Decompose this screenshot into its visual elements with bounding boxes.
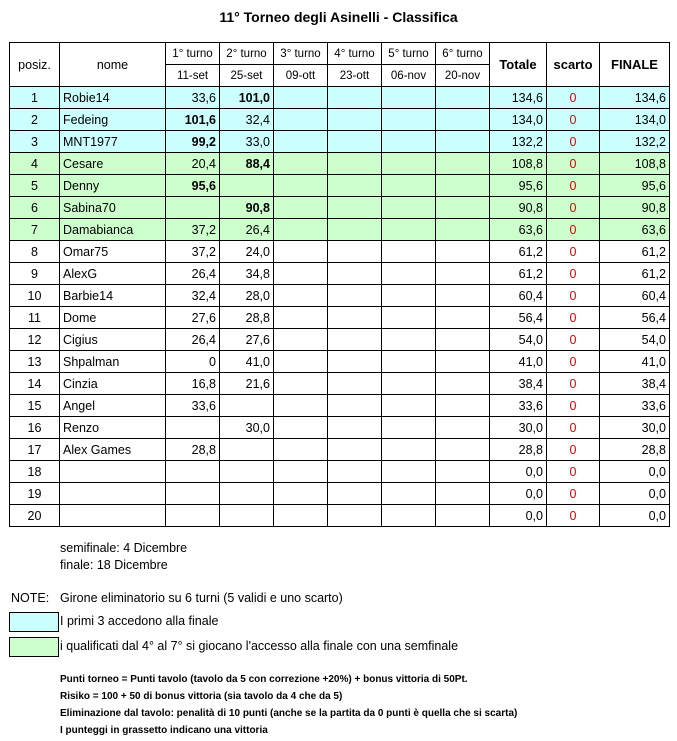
scarto-cell: 0 xyxy=(547,351,600,373)
turn-6-cell xyxy=(436,175,490,197)
turn-1-cell: 37,2 xyxy=(166,241,220,263)
final-cell: 90,8 xyxy=(600,197,670,219)
turn-2-cell: 28,8 xyxy=(220,307,274,329)
footnote-risiko: Risiko = 100 + 50 di bonus vittoria (sia tavolo da 4 che da 5) xyxy=(60,691,343,702)
turn-2-cell xyxy=(220,175,274,197)
notes-format: Girone eliminatorio su 6 turni (5 validi e uno scarto) xyxy=(60,591,343,605)
total-cell: 0,0 xyxy=(490,505,547,527)
legend-swatch-top3 xyxy=(9,612,59,632)
player-name-cell: Sabina70 xyxy=(60,197,166,219)
turn-3-cell xyxy=(274,153,328,175)
total-cell: 95,6 xyxy=(490,175,547,197)
total-cell: 0,0 xyxy=(490,483,547,505)
turn-1-cell: 16,8 xyxy=(166,373,220,395)
final-cell: 0,0 xyxy=(600,505,670,527)
header-date-3: 09-ott xyxy=(274,65,328,87)
final-cell: 108,8 xyxy=(600,153,670,175)
header-date-1: 11-set xyxy=(166,65,220,87)
final-cell: 54,0 xyxy=(600,329,670,351)
player-name-cell: Angel xyxy=(60,395,166,417)
turn-4-cell xyxy=(328,285,382,307)
turn-5-cell xyxy=(382,131,436,153)
table-row xyxy=(10,417,670,439)
turn-4-cell xyxy=(328,483,382,505)
rank-cell: 17 xyxy=(10,439,60,461)
final-cell: 61,2 xyxy=(600,241,670,263)
rank-cell: 1 xyxy=(10,87,60,109)
scarto-cell: 0 xyxy=(547,197,600,219)
turn-6-cell xyxy=(436,153,490,175)
legend-qualifiers: i qualificati dal 4° al 7° si giocano l'accesso alla finale con una semfinale xyxy=(60,639,459,653)
player-name-cell: Shpalman xyxy=(60,351,166,373)
total-cell: 63,6 xyxy=(490,219,547,241)
turn-4-cell xyxy=(328,461,382,483)
scarto-cell: 0 xyxy=(547,131,600,153)
turn-5-cell xyxy=(382,461,436,483)
total-cell: 54,0 xyxy=(490,329,547,351)
final-cell: 95,6 xyxy=(600,175,670,197)
final-cell: 134,6 xyxy=(600,87,670,109)
turn-6-cell xyxy=(436,439,490,461)
turn-2-cell: 32,4 xyxy=(220,109,274,131)
scarto-cell: 0 xyxy=(547,505,600,527)
turn-1-cell: 26,4 xyxy=(166,263,220,285)
turn-1-cell: 0 xyxy=(166,351,220,373)
total-cell: 132,2 xyxy=(490,131,547,153)
turn-4-cell xyxy=(328,87,382,109)
table-row xyxy=(10,439,670,461)
table-row xyxy=(10,241,670,263)
footnote-elimination: Eliminazione dal tavolo: penalità di 10 punti (anche se la partita da 0 punti è quella che si scarta) xyxy=(60,708,518,719)
turn-1-cell: 28,8 xyxy=(166,439,220,461)
header-date-5: 06-nov xyxy=(382,65,436,87)
turn-4-cell xyxy=(328,219,382,241)
turn-1-cell: 33,6 xyxy=(166,395,220,417)
final-cell: 132,2 xyxy=(600,131,670,153)
final-cell: 41,0 xyxy=(600,351,670,373)
turn-5-cell xyxy=(382,153,436,175)
rank-cell: 14 xyxy=(10,373,60,395)
turn-1-cell: 37,2 xyxy=(166,219,220,241)
turn-3-cell xyxy=(274,395,328,417)
turn-4-cell xyxy=(328,439,382,461)
turn-3-cell xyxy=(274,351,328,373)
page-title: 11° Torneo degli Asinelli - Classifica xyxy=(219,9,458,25)
scarto-cell: 0 xyxy=(547,87,600,109)
total-cell: 108,8 xyxy=(490,153,547,175)
scarto-cell: 0 xyxy=(547,395,600,417)
table-row xyxy=(10,175,670,197)
scarto-cell: 0 xyxy=(547,263,600,285)
turn-2-cell: 28,0 xyxy=(220,285,274,307)
total-cell: 28,8 xyxy=(490,439,547,461)
turn-4-cell xyxy=(328,131,382,153)
rank-cell: 20 xyxy=(10,505,60,527)
turn-5-cell xyxy=(382,175,436,197)
turn-4-cell xyxy=(328,373,382,395)
player-name-cell: Damabianca xyxy=(60,219,166,241)
table-row xyxy=(10,329,670,351)
final-cell: 0,0 xyxy=(600,461,670,483)
turn-4-cell xyxy=(328,175,382,197)
total-cell: 60,4 xyxy=(490,285,547,307)
turn-3-cell xyxy=(274,175,328,197)
final-cell: 0,0 xyxy=(600,483,670,505)
standings-body xyxy=(10,87,670,527)
turn-2-cell: 88,4 xyxy=(220,153,274,175)
turn-2-cell xyxy=(220,483,274,505)
standings-table xyxy=(9,42,670,527)
final-cell: 30,0 xyxy=(600,417,670,439)
turn-2-cell: 30,0 xyxy=(220,417,274,439)
table-row xyxy=(10,131,670,153)
header-total: Totale xyxy=(490,43,547,87)
turn-4-cell xyxy=(328,109,382,131)
turn-2-cell: 101,0 xyxy=(220,87,274,109)
final-cell: 60,4 xyxy=(600,285,670,307)
scarto-cell: 0 xyxy=(547,461,600,483)
turn-2-cell: 33,0 xyxy=(220,131,274,153)
turn-3-cell xyxy=(274,241,328,263)
header-scarto: scarto xyxy=(547,43,600,87)
final-date: finale: 18 Dicembre xyxy=(60,558,168,572)
turn-2-cell: 90,8 xyxy=(220,197,274,219)
turn-6-cell xyxy=(436,307,490,329)
turn-6-cell xyxy=(436,197,490,219)
table-row xyxy=(10,197,670,219)
header-pos: posiz. xyxy=(10,43,60,87)
table-row xyxy=(10,307,670,329)
footnote-points: Punti torneo = Punti tavolo (tavolo da 5 con correzione +20%) + bonus vittoria di 50Pt. xyxy=(60,674,468,685)
table-row xyxy=(10,395,670,417)
rank-cell: 3 xyxy=(10,131,60,153)
total-cell: 33,6 xyxy=(490,395,547,417)
turn-5-cell xyxy=(382,241,436,263)
scarto-cell: 0 xyxy=(547,417,600,439)
semifinal-date: semifinale: 4 Dicembre xyxy=(60,541,188,555)
player-name-cell: AlexG xyxy=(60,263,166,285)
table-row xyxy=(10,153,670,175)
turn-2-cell: 34,8 xyxy=(220,263,274,285)
player-name-cell: Cesare xyxy=(60,153,166,175)
scarto-cell: 0 xyxy=(547,439,600,461)
turn-5-cell xyxy=(382,417,436,439)
turn-2-cell: 21,6 xyxy=(220,373,274,395)
turn-4-cell xyxy=(328,505,382,527)
total-cell: 38,4 xyxy=(490,373,547,395)
turn-4-cell xyxy=(328,395,382,417)
player-name-cell: Cigius xyxy=(60,329,166,351)
final-cell: 63,6 xyxy=(600,219,670,241)
total-cell: 134,0 xyxy=(490,109,547,131)
turn-6-cell xyxy=(436,505,490,527)
turn-6-cell xyxy=(436,373,490,395)
turn-6-cell xyxy=(436,461,490,483)
final-cell: 28,8 xyxy=(600,439,670,461)
table-row xyxy=(10,461,670,483)
table-row xyxy=(10,351,670,373)
turn-6-cell xyxy=(436,87,490,109)
turn-6-cell xyxy=(436,241,490,263)
turn-5-cell xyxy=(382,439,436,461)
player-name-cell: Fedeing xyxy=(60,109,166,131)
scarto-cell: 0 xyxy=(547,285,600,307)
rank-cell: 2 xyxy=(10,109,60,131)
player-name-cell: Robie14 xyxy=(60,87,166,109)
turn-5-cell xyxy=(382,87,436,109)
turn-2-cell: 41,0 xyxy=(220,351,274,373)
turn-2-cell xyxy=(220,505,274,527)
table-row xyxy=(10,505,670,527)
turn-6-cell xyxy=(436,417,490,439)
player-name-cell: Alex Games xyxy=(60,439,166,461)
turn-3-cell xyxy=(274,285,328,307)
turn-5-cell xyxy=(382,307,436,329)
table-row xyxy=(10,87,670,109)
rank-cell: 19 xyxy=(10,483,60,505)
total-cell: 134,6 xyxy=(490,87,547,109)
player-name-cell xyxy=(60,483,166,505)
header-date-2: 25-set xyxy=(220,65,274,87)
final-cell: 56,4 xyxy=(600,307,670,329)
header-turn-6: 6° turno xyxy=(436,43,490,65)
turn-5-cell xyxy=(382,505,436,527)
scarto-cell: 0 xyxy=(547,175,600,197)
total-cell: 61,2 xyxy=(490,241,547,263)
rank-cell: 16 xyxy=(10,417,60,439)
rank-cell: 13 xyxy=(10,351,60,373)
turn-2-cell xyxy=(220,395,274,417)
scarto-cell: 0 xyxy=(547,219,600,241)
rank-cell: 6 xyxy=(10,197,60,219)
turn-5-cell xyxy=(382,263,436,285)
turn-1-cell xyxy=(166,483,220,505)
legend-top3: I primi 3 accedono alla finale xyxy=(60,614,219,628)
turn-5-cell xyxy=(382,219,436,241)
rank-cell: 8 xyxy=(10,241,60,263)
turn-6-cell xyxy=(436,329,490,351)
total-cell: 90,8 xyxy=(490,197,547,219)
total-cell: 0,0 xyxy=(490,461,547,483)
turn-1-cell: 99,2 xyxy=(166,131,220,153)
turn-1-cell xyxy=(166,417,220,439)
turn-3-cell xyxy=(274,219,328,241)
header-turn-4: 4° turno xyxy=(328,43,382,65)
notes-label: NOTE: xyxy=(11,591,50,605)
table-row xyxy=(10,483,670,505)
total-cell: 30,0 xyxy=(490,417,547,439)
turn-4-cell xyxy=(328,329,382,351)
turn-4-cell xyxy=(328,153,382,175)
turn-1-cell: 33,6 xyxy=(166,87,220,109)
scarto-cell: 0 xyxy=(547,153,600,175)
turn-3-cell xyxy=(274,109,328,131)
final-cell: 33,6 xyxy=(600,395,670,417)
table-row xyxy=(10,219,670,241)
total-cell: 56,4 xyxy=(490,307,547,329)
table-row xyxy=(10,109,670,131)
turn-2-cell xyxy=(220,461,274,483)
scarto-cell: 0 xyxy=(547,241,600,263)
player-name-cell xyxy=(60,461,166,483)
header-turn-5: 5° turno xyxy=(382,43,436,65)
turn-1-cell: 101,6 xyxy=(166,109,220,131)
turn-2-cell: 26,4 xyxy=(220,219,274,241)
scarto-cell: 0 xyxy=(547,483,600,505)
turn-2-cell: 27,6 xyxy=(220,329,274,351)
header-turn-2: 2° turno xyxy=(220,43,274,65)
rank-cell: 9 xyxy=(10,263,60,285)
turn-4-cell xyxy=(328,307,382,329)
rank-cell: 10 xyxy=(10,285,60,307)
footnote-bold: I punteggi in grassetto indicano una vittoria xyxy=(60,725,268,736)
turn-4-cell xyxy=(328,197,382,219)
player-name-cell: Barbie14 xyxy=(60,285,166,307)
turn-3-cell xyxy=(274,439,328,461)
turn-1-cell: 95,6 xyxy=(166,175,220,197)
turn-5-cell xyxy=(382,373,436,395)
turn-3-cell xyxy=(274,307,328,329)
turn-6-cell xyxy=(436,483,490,505)
header-name: nome xyxy=(60,43,166,87)
rank-cell: 5 xyxy=(10,175,60,197)
turn-6-cell xyxy=(436,109,490,131)
rank-cell: 12 xyxy=(10,329,60,351)
rank-cell: 18 xyxy=(10,461,60,483)
turn-6-cell xyxy=(436,131,490,153)
player-name-cell xyxy=(60,505,166,527)
legend-swatch-qualifiers xyxy=(9,637,59,657)
rank-cell: 15 xyxy=(10,395,60,417)
scarto-cell: 0 xyxy=(547,329,600,351)
turn-4-cell xyxy=(328,263,382,285)
turn-6-cell xyxy=(436,395,490,417)
rank-cell: 4 xyxy=(10,153,60,175)
rank-cell: 7 xyxy=(10,219,60,241)
turn-5-cell xyxy=(382,109,436,131)
turn-6-cell xyxy=(436,219,490,241)
table-row xyxy=(10,285,670,307)
turn-2-cell xyxy=(220,439,274,461)
turn-1-cell xyxy=(166,505,220,527)
rank-cell: 11 xyxy=(10,307,60,329)
turn-6-cell xyxy=(436,351,490,373)
turn-5-cell xyxy=(382,197,436,219)
turn-3-cell xyxy=(274,461,328,483)
turn-5-cell xyxy=(382,395,436,417)
turn-1-cell xyxy=(166,197,220,219)
turn-3-cell xyxy=(274,263,328,285)
player-name-cell: Cinzia xyxy=(60,373,166,395)
player-name-cell: MNT1977 xyxy=(60,131,166,153)
turn-3-cell xyxy=(274,373,328,395)
final-cell: 61,2 xyxy=(600,263,670,285)
turn-5-cell xyxy=(382,329,436,351)
table-row xyxy=(10,373,670,395)
player-name-cell: Renzo xyxy=(60,417,166,439)
turn-1-cell: 20,4 xyxy=(166,153,220,175)
turn-3-cell xyxy=(274,131,328,153)
final-cell: 38,4 xyxy=(600,373,670,395)
turn-3-cell xyxy=(274,197,328,219)
header-turn-3: 3° turno xyxy=(274,43,328,65)
turn-1-cell: 32,4 xyxy=(166,285,220,307)
final-cell: 134,0 xyxy=(600,109,670,131)
player-name-cell: Omar75 xyxy=(60,241,166,263)
turn-4-cell xyxy=(328,351,382,373)
table-row xyxy=(10,263,670,285)
turn-1-cell: 27,6 xyxy=(166,307,220,329)
header-turn-1: 1° turno xyxy=(166,43,220,65)
header-date-4: 23-ott xyxy=(328,65,382,87)
turn-1-cell: 26,4 xyxy=(166,329,220,351)
turn-5-cell xyxy=(382,351,436,373)
scarto-cell: 0 xyxy=(547,373,600,395)
turn-3-cell xyxy=(274,505,328,527)
header-date-6: 20-nov xyxy=(436,65,490,87)
total-cell: 41,0 xyxy=(490,351,547,373)
header-final: FINALE xyxy=(600,43,670,87)
turn-3-cell xyxy=(274,417,328,439)
turn-3-cell xyxy=(274,87,328,109)
turn-5-cell xyxy=(382,285,436,307)
turn-3-cell xyxy=(274,483,328,505)
turn-4-cell xyxy=(328,417,382,439)
turn-4-cell xyxy=(328,241,382,263)
player-name-cell: Dome xyxy=(60,307,166,329)
total-cell: 61,2 xyxy=(490,263,547,285)
turn-5-cell xyxy=(382,483,436,505)
turn-3-cell xyxy=(274,329,328,351)
turn-1-cell xyxy=(166,461,220,483)
player-name-cell: Denny xyxy=(60,175,166,197)
turn-2-cell: 24,0 xyxy=(220,241,274,263)
scarto-cell: 0 xyxy=(547,109,600,131)
scarto-cell: 0 xyxy=(547,307,600,329)
turn-6-cell xyxy=(436,263,490,285)
turn-6-cell xyxy=(436,285,490,307)
